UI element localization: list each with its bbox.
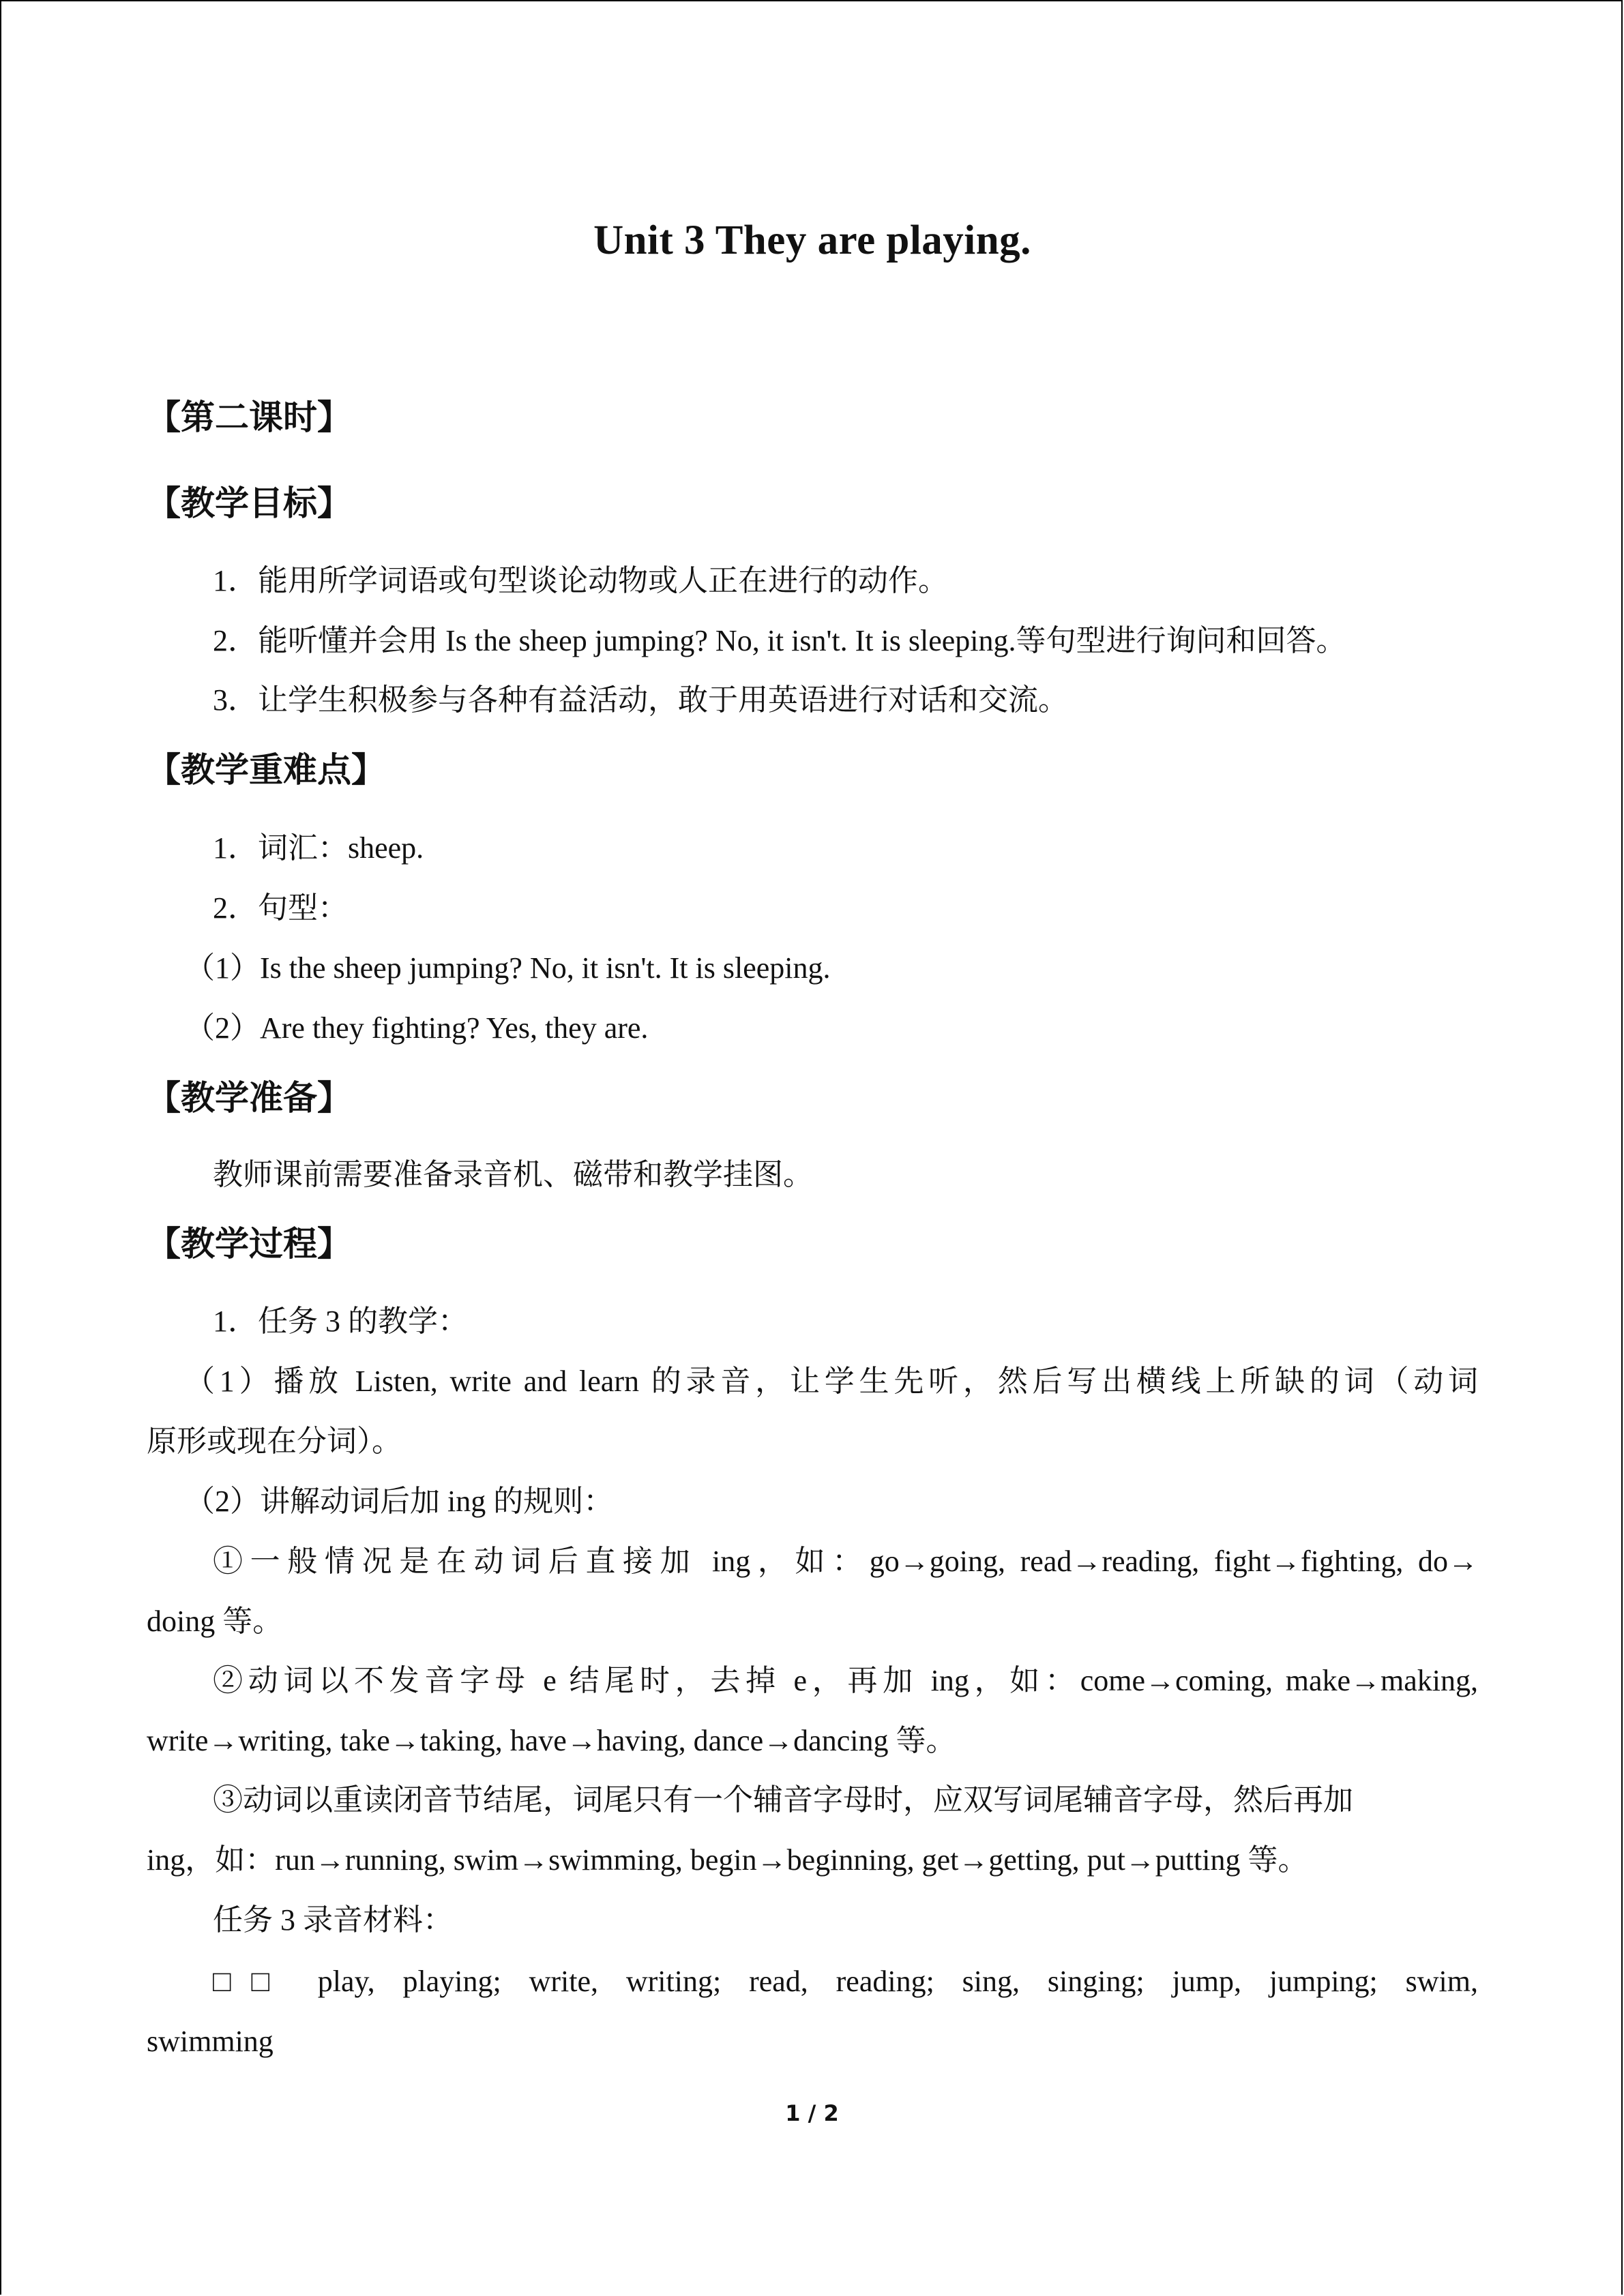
- process-line: （1）播放 Listen, write and learn 的录音，让学生先听，然后写出横线上所缺的词（动词: [185, 1365, 1478, 1398]
- keypoint-item: （2）Are they fighting? Yes, they are.: [185, 1011, 649, 1045]
- process-line: （2）讲解动词后加 ing 的规则：: [185, 1485, 614, 1518]
- goal-item: 3．让学生积极参与各种有益活动，敢于用英语进行对话和交流。: [213, 683, 1068, 717]
- goal-item: 1．能用所学词语或句型谈论动物或人正在进行的动作。: [213, 564, 948, 597]
- process-line: ③动词以重读闭音节结尾，词尾只有一个辅音字母时，应双写词尾辅音字母，然后再加: [213, 1783, 1353, 1817]
- keypoints-heading: 【教学重难点】: [147, 750, 385, 790]
- document-title: Unit 3 They are playing.: [593, 218, 1031, 263]
- process-line: 原形或现在分词）。: [147, 1425, 402, 1458]
- goals-heading: 【教学目标】: [147, 483, 351, 523]
- page-number: 1 / 2: [785, 2100, 839, 2126]
- lesson-heading: 【第二课时】: [147, 398, 351, 437]
- process-line: ②动词以不发音字母 e 结尾时，去掉 e，再加 ing，如：come→coming, make→making,: [213, 1664, 1478, 1697]
- process-line: doing 等。: [147, 1605, 283, 1638]
- process-line: write→writing, take→taking, have→having, dance→dancing 等。: [147, 1724, 956, 1757]
- process-line: swimming: [147, 2025, 274, 2058]
- goal-item: 2．能听懂并会用 Is the sheep jumping? No, it isn't. It is sleeping.等句型进行询问和回答。: [213, 624, 1346, 657]
- keypoint-item: 1．词汇：sheep.: [213, 831, 424, 865]
- preparation-heading: 【教学准备】: [147, 1078, 351, 1118]
- process-line: 任务 3 录音材料：: [213, 1903, 453, 1937]
- process-line: 1．任务 3 的教学：: [213, 1304, 468, 1338]
- keypoint-item: 2．句型：: [213, 891, 348, 925]
- process-line: ①一般情况是在动词后直接加 ing，如：go→going, read→reading, fight→fighting, do→: [213, 1545, 1478, 1578]
- keypoint-item: （1）Is the sheep jumping? No, it isn't. It is sleeping.: [185, 951, 831, 985]
- process-heading: 【教学过程】: [147, 1224, 351, 1264]
- preparation-text: 教师课前需要准备录音机、磁带和教学挂图。: [213, 1158, 813, 1191]
- process-line: ing，如：run→running, swim→swimming, begin→beginning, get→getting, put→putting 等。: [147, 1843, 1308, 1877]
- process-line: □□ play, playing; write, writing; read, reading; sing, singing; jump, jumping; swim,: [213, 1965, 1478, 1998]
